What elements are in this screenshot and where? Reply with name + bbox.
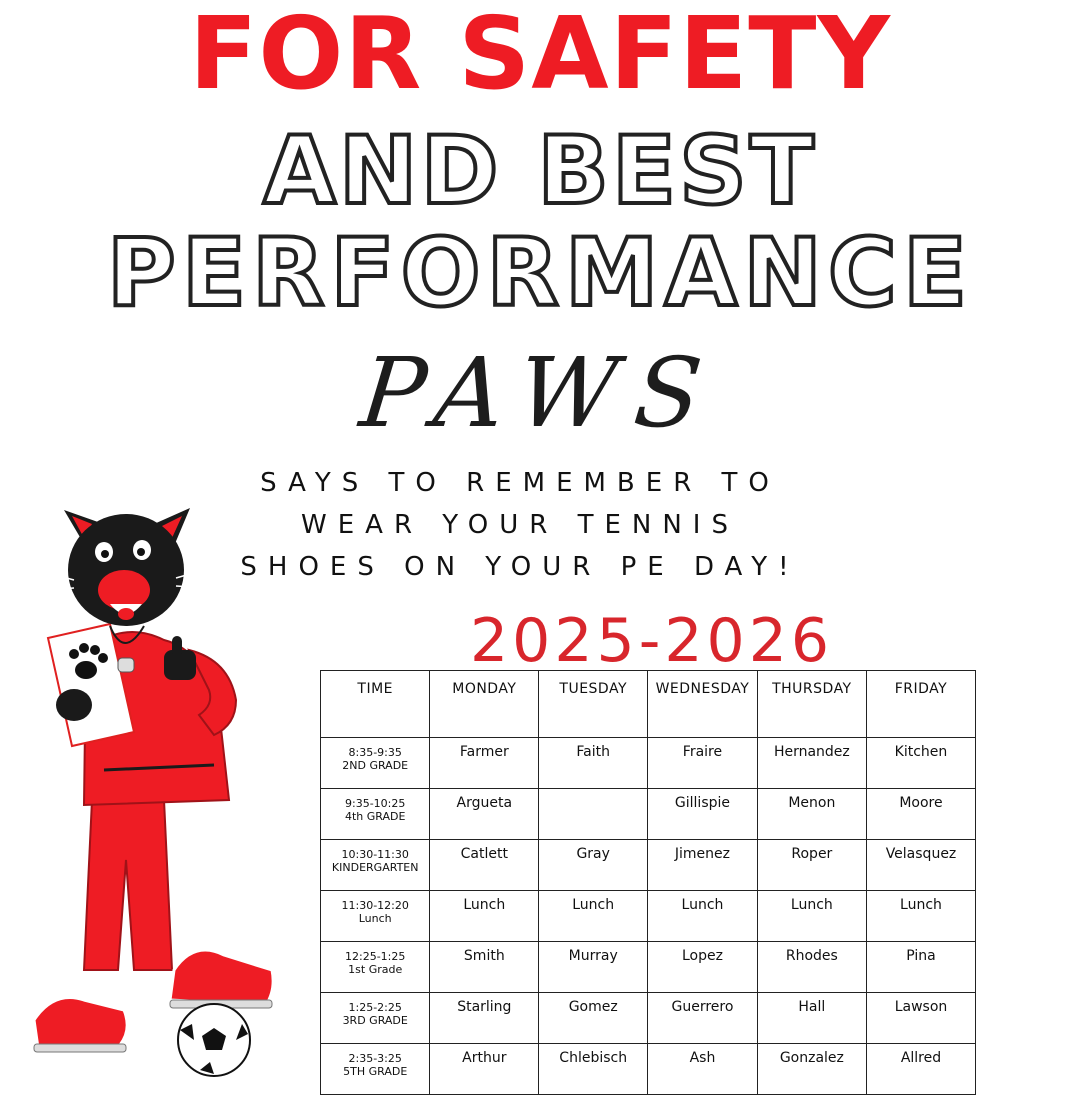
teacher-cell: Lunch xyxy=(539,891,648,942)
teacher-cell: Kitchen xyxy=(866,738,975,789)
teacher-cell xyxy=(539,789,648,840)
panther-head xyxy=(42,508,208,626)
mascot-name: PAWS xyxy=(355,337,725,449)
time-cell xyxy=(321,789,430,840)
grade-label: 5TH GRADE xyxy=(343,1065,408,1078)
teacher-cell: Gray xyxy=(539,840,648,891)
grade-label: 1st Grade xyxy=(348,963,403,976)
teacher-cell: Guerrero xyxy=(648,993,758,1044)
title-for-safety: FOR SAFETY xyxy=(189,0,891,112)
teacher-cell: Faith xyxy=(539,738,648,789)
teacher-cell: Murray xyxy=(539,942,648,993)
time-cell xyxy=(321,738,430,789)
teacher-cell: Gonzalez xyxy=(757,1044,866,1095)
teacher-cell: Lunch xyxy=(430,891,539,942)
header-monday: MONDAY xyxy=(430,671,539,738)
teacher-cell: Lunch xyxy=(648,891,758,942)
reminder-line-2: WEAR YOUR TENNIS xyxy=(301,510,739,540)
teacher-cell: Velasquez xyxy=(866,840,975,891)
teacher-cell: Farmer xyxy=(430,738,539,789)
teacher-cell: Lawson xyxy=(866,993,975,1044)
sneaker-icon xyxy=(34,998,127,1053)
time-range: 10:30-11:30 xyxy=(341,848,409,861)
teacher-cell: Roper xyxy=(757,840,866,891)
teacher-cell: Smith xyxy=(430,942,539,993)
time-range: 11:30-12:20 xyxy=(341,899,409,912)
pe-schedule-table xyxy=(320,670,976,1095)
table-row xyxy=(321,942,976,993)
table-row xyxy=(321,789,976,840)
teacher-cell: Jimenez xyxy=(648,840,758,891)
header-friday: FRIDAY xyxy=(866,671,975,738)
grade-label: 2ND GRADE xyxy=(342,759,409,772)
table-row xyxy=(321,1044,976,1095)
teacher-cell: Lopez xyxy=(648,942,758,993)
teacher-cell: Rhodes xyxy=(757,942,866,993)
header-time: TIME xyxy=(321,671,430,738)
title-performance: PERFORMANCE xyxy=(106,219,974,328)
header-thursday: THURSDAY xyxy=(757,671,866,738)
teacher-cell: Lunch xyxy=(866,891,975,942)
reminder-line-3: SHOES ON YOUR PE DAY! xyxy=(240,552,800,582)
grade-label: 4th GRADE xyxy=(344,810,406,823)
table-row xyxy=(321,891,976,942)
teacher-cell: Chlebisch xyxy=(539,1044,648,1095)
teacher-cell: Menon xyxy=(757,789,866,840)
grade-label: Lunch xyxy=(358,912,392,925)
time-cell xyxy=(321,840,430,891)
teacher-cell: Hernandez xyxy=(757,738,866,789)
teacher-cell: Starling xyxy=(430,993,539,1044)
header-wednesday: WEDNESDAY xyxy=(648,671,758,738)
school-year: 2025-2026 xyxy=(470,606,834,676)
teacher-cell: Allred xyxy=(866,1044,975,1095)
time-cell xyxy=(321,993,430,1044)
sneaker-icon xyxy=(170,950,273,1008)
teacher-cell: Lunch xyxy=(757,891,866,942)
time-range: 2:35-3:25 xyxy=(348,1052,402,1065)
table-row xyxy=(321,993,976,1044)
header-tuesday: TUESDAY xyxy=(539,671,648,738)
reminder-line-1: SAYS TO REMEMBER TO xyxy=(260,468,780,498)
time-range: 8:35-9:35 xyxy=(348,746,402,759)
table-row xyxy=(321,738,976,789)
table-row xyxy=(321,840,976,891)
time-range: 12:25-1:25 xyxy=(345,950,406,963)
teacher-cell: Moore xyxy=(866,789,975,840)
teacher-cell: Ash xyxy=(648,1044,758,1095)
time-cell xyxy=(321,891,430,942)
soccer-ball-icon xyxy=(178,1004,250,1076)
time-cell xyxy=(321,942,430,993)
grade-label: KINDERGARTEN xyxy=(331,861,419,874)
teacher-cell: Gillispie xyxy=(648,789,758,840)
grade-label: 3RD GRADE xyxy=(342,1014,408,1027)
time-range: 1:25-2:25 xyxy=(348,1001,402,1014)
teacher-cell: Catlett xyxy=(430,840,539,891)
teacher-cell: Hall xyxy=(757,993,866,1044)
title-and-best: AND BEST xyxy=(263,117,817,226)
panther-mascot-illustration xyxy=(14,500,314,1080)
teacher-cell: Arthur xyxy=(430,1044,539,1095)
table-header-row xyxy=(321,671,976,738)
teacher-cell: Fraire xyxy=(648,738,758,789)
teacher-cell: Gomez xyxy=(539,993,648,1044)
teacher-cell: Pina xyxy=(866,942,975,993)
teacher-cell: Argueta xyxy=(430,789,539,840)
time-range: 9:35-10:25 xyxy=(345,797,406,810)
time-cell xyxy=(321,1044,430,1095)
